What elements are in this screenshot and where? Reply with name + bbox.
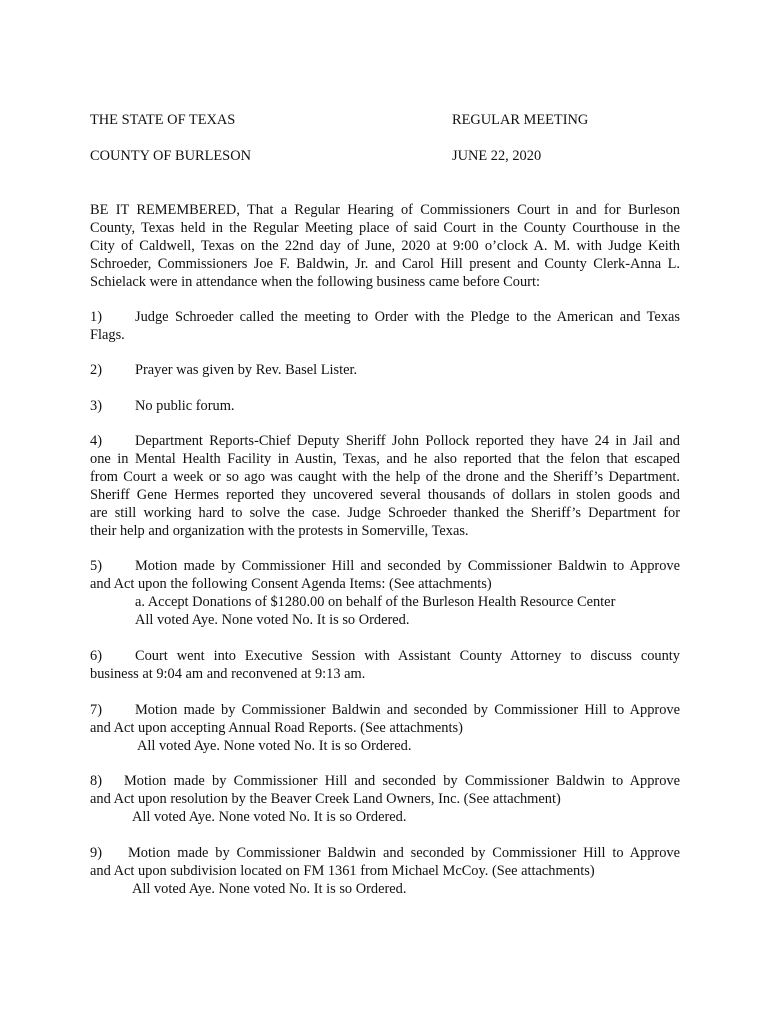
preamble-line: BE IT REMEMBERED, That a Regular Hearing of Commissioners Court in and for Burleson (90, 202, 680, 218)
item-text-line: Motion made by Commissioner Baldwin and seconded by Commissioner Hill to Approve (135, 702, 680, 718)
state-heading: THE STATE OF TEXAS (90, 112, 236, 128)
item-text-line: business at 9:04 am and reconvened at 9:13 am. (90, 666, 366, 682)
item-text-line: No public forum. (135, 398, 235, 414)
item-text-line: Motion made by Commissioner Hill and seconded by Commissioner Baldwin to Approve (124, 773, 680, 789)
item-number: 5) (90, 558, 102, 574)
item-vote-line: All voted Aye. None voted No. It is so Ordered. (135, 612, 410, 628)
item-text-line: are still working hard to solve the case. Judge Schroeder thanked the Sheriff’s Department for (90, 505, 680, 521)
item-text-line: and Act upon resolution by the Beaver Creek Land Owners, Inc. (See attachment) (90, 791, 561, 807)
item-text-line: and Act upon accepting Annual Road Reports. (See attachments) (90, 720, 463, 736)
agenda-item-4 (90, 432, 680, 540)
item-text-line: their help and organization with the protests in Somerville, Texas. (90, 523, 469, 539)
item-text-line: and Act upon the following Consent Agenda Items: (See attachments) (90, 576, 492, 592)
item-number: 6) (90, 648, 102, 664)
agenda-item-3 (90, 397, 680, 415)
preamble-line: County, Texas held in the Regular Meeting place of said Court in the County Courthouse in the (90, 220, 680, 236)
meeting-type-heading: REGULAR MEETING (452, 112, 589, 128)
item-vote-line: All voted Aye. None voted No. It is so Ordered. (137, 738, 412, 754)
item-text-line: Judge Schroeder called the meeting to Order with the Pledge to the American and Texas (135, 309, 680, 325)
preamble-line: City of Caldwell, Texas on the 22nd day of June, 2020 at 9:00 o’clock A. M. with Judge Keith (90, 238, 680, 254)
agenda-item-9 (90, 844, 680, 898)
preamble-line: Schroeder, Commissioners Joe F. Baldwin, Jr. and Carol Hill present and County Clerk-Anna L. (90, 256, 680, 272)
item-text-line: Sheriff Gene Hermes reported they uncovered several thousands of dollars in stolen goods and (90, 487, 680, 503)
preamble-paragraph (90, 201, 680, 291)
agenda-item-8 (90, 772, 680, 826)
item-text-line: from Court a week or so ago was caught with the help of the drone and the Sheriff’s Department. (90, 469, 680, 485)
item-number: 1) (90, 309, 102, 325)
item-text-line: and Act upon subdivision located on FM 1361 from Michael McCoy. (See attachments) (90, 863, 595, 879)
item-number: 8) (90, 773, 102, 789)
meeting-date-heading: JUNE 22, 2020 (452, 148, 542, 164)
item-number: 9) (90, 845, 102, 861)
item-number: 7) (90, 702, 102, 718)
item-number: 4) (90, 433, 102, 449)
item-text-line: one in Mental Health Facility in Austin, Texas, and he also reported that the felon that escaped (90, 451, 680, 467)
agenda-item-5 (90, 557, 680, 629)
item-text-line: Flags. (90, 327, 125, 343)
agenda-item-7 (90, 701, 680, 755)
item-text-line: Motion made by Commissioner Hill and seconded by Commissioner Baldwin to Approve (135, 558, 680, 574)
item-vote-line: All voted Aye. None voted No. It is so Ordered. (132, 809, 407, 825)
item-text-line: Prayer was given by Rev. Basel Lister. (135, 362, 358, 378)
item-number: 2) (90, 362, 102, 378)
item-text-line: Court went into Executive Session with Assistant County Attorney to discuss county (135, 648, 680, 664)
agenda-item-6 (90, 647, 680, 683)
agenda-item-2 (90, 361, 680, 379)
item-number: 3) (90, 398, 102, 414)
preamble-line: Schielack were in attendance when the following business came before Court: (90, 274, 540, 290)
item-vote-line: All voted Aye. None voted No. It is so Ordered. (132, 881, 407, 897)
county-heading: COUNTY OF BURLESON (90, 148, 251, 164)
item-text-line: Department Reports-Chief Deputy Sheriff John Pollock reported they have 24 in Jail and (135, 433, 680, 449)
item-subline: a. Accept Donations of $1280.00 on behalf of the Burleson Health Resource Center (135, 594, 616, 610)
agenda-item-1 (90, 308, 680, 344)
item-text-line: Motion made by Commissioner Baldwin and seconded by Commissioner Hill to Approve (128, 845, 680, 861)
